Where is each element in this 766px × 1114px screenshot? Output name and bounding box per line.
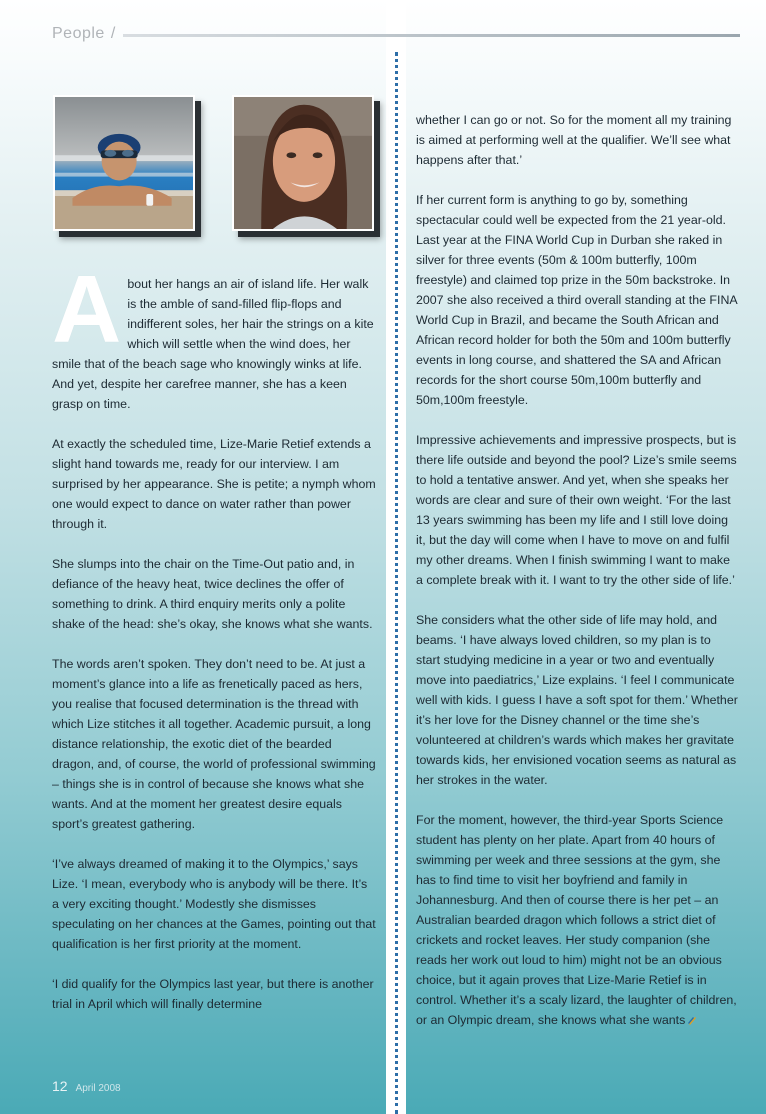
article-paragraph: Impressive achievements and impressive prospects, but is there life outside and beyond the pool? Lize’s smile seems to hold a tentative answer. And yet, when she speaks her words are clear and sure of their own weight. ‘For the last 13 years swimming has been my life and I still love doing it, but the day will come when I have to move on and fulfil my other dreams. When I finish swimming I want to make a complete break with it. I want to try the other side of life.’ [416, 433, 737, 587]
header-rule [123, 34, 740, 37]
section-label: People [52, 25, 105, 42]
drop-cap: A [52, 256, 122, 363]
page-footer [52, 1078, 121, 1094]
article-paragraph: If her current form is anything to go by, something spectacular could well be expected from the 21 year-old. Last year at the FINA World Cup in Durban she raked in silver for three events (50m & 100m butterfly, 100m freestyle) and claimed top prize in the 50m backstroke. In 2007 she also received a third overall standing at the FINA World Cup in Brazil, and became the South African and African record holder for both the 50m and 100m butterfly events in long course, and shattered the SA and African records for the short course 50m,100m butterfly and 50m,100m freestyle. [416, 193, 737, 407]
article-paragraph: ‘I’ve always dreamed of making it to the Olympics,’ says Lize. ‘I mean, everybody who is anybody will be there. It’s a very exciting thought.’ Modestly she dismisses speculating on her chances at the Games, pointing out that qualification is her first priority at the moment. [52, 857, 376, 951]
article-paragraph [52, 256, 376, 414]
article-paragraph-text: For the moment, however, the third-year Sports Science student has plenty on her plate. Apart from 40 hours of swimming per week and three sessions at the gym, she has to find time to visit her boyfriend and family in Johannesburg. And then of course there is her pet – an Australian bearded dragon which follows a strict diet of crickets and rocket leaves. Her study companion (she reads her work out loud to him) might not be an obvious choice, but it again proves that Lize-Marie Retief is in control. Whether it’s a scaly lizard, the laughter of children, or an Olympic dream, she knows what she wants [416, 813, 737, 1027]
article-paragraph: At exactly the scheduled time, Lize-Marie Retief extends a slight hand towards me, ready for our interview. I am surprised by her appearance. She is petite; a nymph whom one would expect to dance on water rather than power through it. [52, 437, 376, 531]
article-paragraph: She considers what the other side of life may hold, and beams. ‘I have always loved children, so my plan is to start studying medicine in a year or two and eventually move into paediatrics,’ Lize explains. ‘I feel I communicate well with kids. I guess I have a soft spot for them.’ Whether it’s her love for the Disney channel or the time she’s volunteered at children’s wards which makes her gravitate towards kids, her envisioned vocation seems as natural as her strokes in the water. [416, 613, 738, 787]
section-header [52, 22, 740, 46]
article-right-column [416, 110, 738, 1050]
end-mark-icon [688, 1015, 696, 1025]
article-paragraph: whether I can go or not. So for the moment all my training is aimed at performing well at the qualifier. We’ll see what happens after that.’ [416, 113, 732, 167]
article-paragraph-text: bout her hangs an air of island life. Her walk is the amble of sand-filled flip-flops and indifferent soles, her hair the strings on a kite which will settle when the wind does, her smile that of the beach sage who knowingly winks at life. And yet, despite her carefree manner, she has a keen grasp on time. [52, 277, 374, 411]
article-paragraph: The words aren’t spoken. They don’t need to be. At just a moment’s glance into a life as frenetically paced as hers, you realise that focused determination is the thread with which Lize stitches it all together. Academic pursuit, a long distance relationship, the exotic diet of the bearded dragon, and, of course, the world of professional swimming – things she is in control of because she knows what she wants. And at the moment her greatest desire equals sport’s greatest gathering. [52, 657, 376, 831]
page-number: 12 [52, 1078, 68, 1094]
section-separator: / [110, 25, 116, 42]
article-paragraph: ‘I did qualify for the Olympics last year, but there is another trial in April which will finally determine [52, 977, 374, 1011]
article-left-column [52, 256, 376, 1034]
portrait-photo-icon [234, 97, 372, 229]
swimmer-photo [53, 95, 195, 231]
article-paragraph: She slumps into the chair on the Time-Out patio and, in defiance of the heavy heat, twice declines the offer of something to drink. A third enquiry merits only a polite shake of the head: she’s okay, she knows what she wants. [52, 557, 373, 631]
column-divider [395, 52, 398, 1114]
swimmer-photo-icon [55, 97, 193, 229]
portrait-photo [232, 95, 374, 231]
issue-date: April 2008 [75, 1083, 121, 1094]
article-paragraph [416, 810, 738, 1030]
